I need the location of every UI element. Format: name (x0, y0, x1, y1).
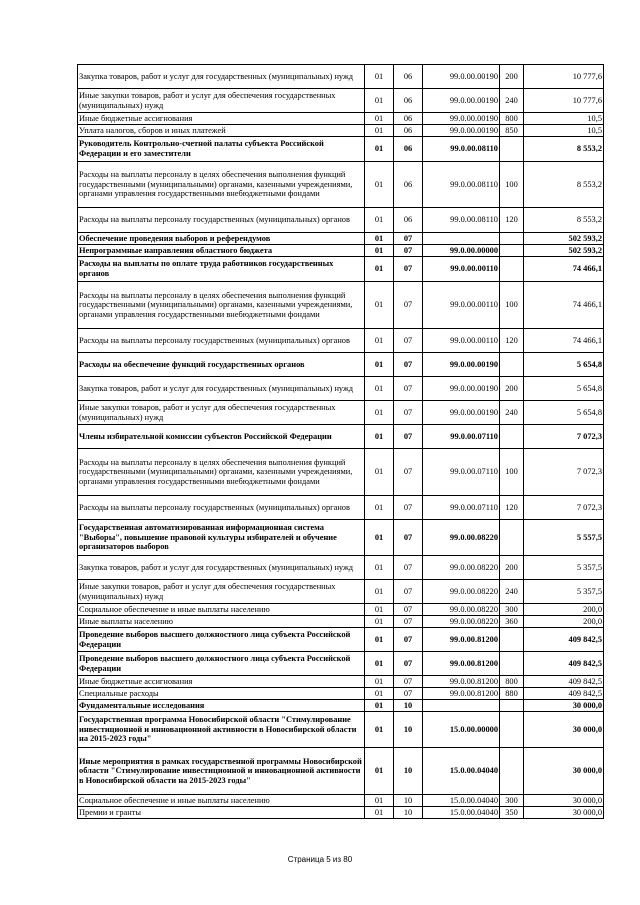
row-expense-type-cell (500, 353, 524, 377)
row-amount-cell: 74 466,1 (524, 257, 604, 282)
row-target-article-cell: 99.0.00.00190 (423, 113, 500, 125)
table-row (78, 556, 604, 580)
row-section-cell: 01 (365, 795, 394, 807)
row-target-article-cell: 99.0.00.08110 (423, 208, 500, 233)
row-name-cell: Расходы на выплаты по оплате труда работников государственных органов (78, 257, 365, 282)
row-amount-cell: 5 654,8 (524, 377, 604, 401)
row-section-cell: 01 (365, 282, 394, 329)
table-row (78, 89, 604, 113)
row-target-article-cell: 99.0.00.08110 (423, 137, 500, 162)
table-row (78, 580, 604, 604)
row-name-cell: Закупка товаров, работ и услуг для государственных (муниципальных) нужд (78, 556, 365, 580)
row-subsection-cell: 06 (394, 208, 423, 233)
row-expense-type-cell: 300 (500, 604, 524, 616)
table-row (78, 257, 604, 282)
row-expense-type-cell (500, 137, 524, 162)
row-name-cell: Фундаментальные исследования (78, 700, 365, 712)
table-row (78, 137, 604, 162)
row-amount-cell: 74 466,1 (524, 329, 604, 353)
row-amount-cell: 30 000,0 (524, 700, 604, 712)
row-amount-cell: 7 072,3 (524, 425, 604, 449)
row-amount-cell: 5 557,5 (524, 520, 604, 556)
row-section-cell: 01 (365, 65, 394, 89)
table-row (78, 688, 604, 700)
row-target-article-cell: 15.0.00.04040 (423, 748, 500, 795)
row-target-article-cell: 99.0.00.00190 (423, 353, 500, 377)
row-name-cell: Иные закупки товаров, работ и услуг для обеспечения государственных (муниципальных) нужд (78, 89, 365, 113)
row-name-cell: Члены избирательной комиссии субъектов Российской Федерации (78, 425, 365, 449)
row-expense-type-cell: 800 (500, 113, 524, 125)
row-name-cell: Государственная программа Новосибирской области "Стимулирование инвестиционной и инновационной активности в Новосибирской области на 2015-2023 годы" (78, 712, 365, 748)
row-expense-type-cell: 200 (500, 65, 524, 89)
row-target-article-cell: 99.0.00.81200 (423, 652, 500, 676)
table-row (78, 208, 604, 233)
row-section-cell: 01 (365, 496, 394, 520)
row-expense-type-cell: 360 (500, 616, 524, 628)
row-expense-type-cell (500, 425, 524, 449)
row-section-cell: 01 (365, 748, 394, 795)
row-target-article-cell: 99.0.00.81200 (423, 676, 500, 688)
row-amount-cell: 74 466,1 (524, 282, 604, 329)
table-row (78, 65, 604, 89)
row-name-cell: Расходы на выплаты персоналу в целях обеспечения выполнения функций государственными (муниципальными) органами, казенными учреждениями, органами управления государственными внебюджетными фондами (78, 162, 365, 208)
row-section-cell: 01 (365, 449, 394, 496)
row-subsection-cell: 07 (394, 377, 423, 401)
row-target-article-cell: 15.0.00.00000 (423, 712, 500, 748)
row-name-cell: Расходы на выплаты персоналу государственных (муниципальных) органов (78, 329, 365, 353)
row-expense-type-cell (500, 700, 524, 712)
row-section-cell: 01 (365, 676, 394, 688)
row-name-cell: Социальное обеспечение и иные выплаты населению (78, 604, 365, 616)
table-row (78, 712, 604, 748)
row-expense-type-cell: 800 (500, 676, 524, 688)
table-row (78, 125, 604, 137)
row-expense-type-cell: 350 (500, 807, 524, 819)
table-row (78, 795, 604, 807)
row-section-cell: 01 (365, 245, 394, 257)
row-section-cell: 01 (365, 688, 394, 700)
row-expense-type-cell (500, 520, 524, 556)
row-subsection-cell: 07 (394, 353, 423, 377)
row-subsection-cell: 07 (394, 676, 423, 688)
row-subsection-cell: 06 (394, 137, 423, 162)
row-name-cell: Специальные расходы (78, 688, 365, 700)
row-subsection-cell: 10 (394, 807, 423, 819)
table-row (78, 113, 604, 125)
row-section-cell: 01 (365, 628, 394, 652)
table-row (78, 245, 604, 257)
row-expense-type-cell (500, 712, 524, 748)
table-row (78, 162, 604, 208)
row-target-article-cell: 15.0.00.04040 (423, 795, 500, 807)
row-name-cell: Расходы на выплаты персоналу в целях обеспечения выполнения функций государственными (муниципальными) органами, казенными учреждениями, органами управления государственными внебюджетными фондами (78, 449, 365, 496)
row-expense-type-cell (500, 628, 524, 652)
table-row (78, 748, 604, 795)
row-expense-type-cell: 120 (500, 496, 524, 520)
row-section-cell: 01 (365, 233, 394, 245)
table-row (78, 676, 604, 688)
row-subsection-cell: 06 (394, 89, 423, 113)
row-name-cell: Проведение выборов высшего должностного лица субъекта Российской Федерации (78, 628, 365, 652)
row-expense-type-cell (500, 233, 524, 245)
row-amount-cell: 30 000,0 (524, 807, 604, 819)
row-target-article-cell: 99.0.00.08220 (423, 616, 500, 628)
row-subsection-cell: 10 (394, 712, 423, 748)
row-amount-cell: 409 842,5 (524, 628, 604, 652)
row-section-cell: 01 (365, 353, 394, 377)
table-row (78, 282, 604, 329)
row-target-article-cell (423, 233, 500, 245)
row-section-cell: 01 (365, 556, 394, 580)
row-section-cell: 01 (365, 208, 394, 233)
row-subsection-cell: 07 (394, 616, 423, 628)
row-expense-type-cell: 120 (500, 208, 524, 233)
table-row (78, 449, 604, 496)
row-amount-cell: 502 593,2 (524, 245, 604, 257)
table-row (78, 628, 604, 652)
row-amount-cell: 10,5 (524, 113, 604, 125)
row-amount-cell: 200,0 (524, 604, 604, 616)
row-name-cell: Государственная автоматизированная информационная система "Выборы", повышение правовой культуры избирателей и обучение организаторов выборов (78, 520, 365, 556)
page-footer: Страница 5 из 80 (287, 855, 353, 864)
row-subsection-cell: 07 (394, 233, 423, 245)
row-amount-cell: 7 072,3 (524, 449, 604, 496)
row-expense-type-cell: 240 (500, 580, 524, 604)
row-expense-type-cell (500, 748, 524, 795)
row-section-cell: 01 (365, 700, 394, 712)
row-subsection-cell: 06 (394, 125, 423, 137)
row-section-cell: 01 (365, 89, 394, 113)
row-subsection-cell: 10 (394, 795, 423, 807)
row-expense-type-cell (500, 257, 524, 282)
row-subsection-cell: 06 (394, 65, 423, 89)
row-subsection-cell: 07 (394, 282, 423, 329)
row-target-article-cell (423, 700, 500, 712)
row-subsection-cell: 07 (394, 329, 423, 353)
row-target-article-cell: 99.0.00.08220 (423, 520, 500, 556)
row-amount-cell: 5 357,5 (524, 580, 604, 604)
row-amount-cell: 30 000,0 (524, 712, 604, 748)
row-subsection-cell: 07 (394, 401, 423, 425)
row-section-cell: 01 (365, 712, 394, 748)
row-target-article-cell: 99.0.00.81200 (423, 628, 500, 652)
row-subsection-cell: 10 (394, 700, 423, 712)
row-expense-type-cell: 200 (500, 377, 524, 401)
row-target-article-cell: 99.0.00.07110 (423, 496, 500, 520)
row-subsection-cell: 07 (394, 425, 423, 449)
row-target-article-cell: 99.0.00.08220 (423, 556, 500, 580)
row-amount-cell: 5 654,8 (524, 353, 604, 377)
row-amount-cell: 30 000,0 (524, 748, 604, 795)
row-name-cell: Иные закупки товаров, работ и услуг для обеспечения государственных (муниципальных) нужд (78, 401, 365, 425)
budget-table (77, 64, 604, 819)
row-section-cell: 01 (365, 604, 394, 616)
row-name-cell: Непрограммные направления областного бюджета (78, 245, 365, 257)
table-row (78, 652, 604, 676)
table-row (78, 401, 604, 425)
row-target-article-cell: 99.0.00.08220 (423, 580, 500, 604)
row-expense-type-cell: 100 (500, 162, 524, 208)
table-row (78, 616, 604, 628)
row-subsection-cell: 07 (394, 556, 423, 580)
row-amount-cell: 409 842,5 (524, 688, 604, 700)
row-name-cell: Закупка товаров, работ и услуг для государственных (муниципальных) нужд (78, 377, 365, 401)
row-section-cell: 01 (365, 257, 394, 282)
row-subsection-cell: 06 (394, 113, 423, 125)
row-target-article-cell: 99.0.00.08220 (423, 604, 500, 616)
row-amount-cell: 10,5 (524, 125, 604, 137)
row-name-cell: Руководитель Контрольно-счетной палаты субъекта Российской Федерации и его заместители (78, 137, 365, 162)
row-amount-cell: 8 553,2 (524, 137, 604, 162)
row-section-cell: 01 (365, 377, 394, 401)
row-name-cell: Проведение выборов высшего должностного лица субъекта Российской Федерации (78, 652, 365, 676)
row-target-article-cell: 99.0.00.00190 (423, 89, 500, 113)
table-row (78, 604, 604, 616)
row-name-cell: Премии и гранты (78, 807, 365, 819)
row-expense-type-cell: 240 (500, 401, 524, 425)
row-section-cell: 01 (365, 125, 394, 137)
row-name-cell: Расходы на выплаты персоналу государственных (муниципальных) органов (78, 208, 365, 233)
row-name-cell: Расходы на выплаты персоналу государственных (муниципальных) органов (78, 496, 365, 520)
row-amount-cell: 10 777,6 (524, 89, 604, 113)
row-subsection-cell: 07 (394, 496, 423, 520)
row-subsection-cell: 07 (394, 688, 423, 700)
row-section-cell: 01 (365, 137, 394, 162)
row-expense-type-cell: 880 (500, 688, 524, 700)
row-name-cell: Иные бюджетные ассигнования (78, 676, 365, 688)
row-section-cell: 01 (365, 580, 394, 604)
row-expense-type-cell: 240 (500, 89, 524, 113)
row-section-cell: 01 (365, 652, 394, 676)
row-expense-type-cell: 200 (500, 556, 524, 580)
row-section-cell: 01 (365, 425, 394, 449)
row-name-cell: Иные закупки товаров, работ и услуг для обеспечения государственных (муниципальных) нужд (78, 580, 365, 604)
row-amount-cell: 409 842,5 (524, 652, 604, 676)
row-amount-cell: 7 072,3 (524, 496, 604, 520)
table-row (78, 377, 604, 401)
row-expense-type-cell: 100 (500, 282, 524, 329)
row-section-cell: 01 (365, 807, 394, 819)
row-name-cell: Обеспечение проведения выборов и референдумов (78, 233, 365, 245)
row-expense-type-cell: 850 (500, 125, 524, 137)
row-name-cell: Социальное обеспечение и иные выплаты населению (78, 795, 365, 807)
row-target-article-cell: 99.0.00.00190 (423, 125, 500, 137)
row-expense-type-cell (500, 245, 524, 257)
budget-table-body (78, 65, 604, 819)
row-name-cell: Иные мероприятия в рамках государственной программы Новосибирской области "Стимулирование инвестиционной и инновационной активности в Новосибирской области на 2015-2023 годы" (78, 748, 365, 795)
row-section-cell: 01 (365, 162, 394, 208)
row-subsection-cell: 07 (394, 257, 423, 282)
row-section-cell: 01 (365, 329, 394, 353)
row-section-cell: 01 (365, 401, 394, 425)
row-target-article-cell: 99.0.00.00190 (423, 65, 500, 89)
row-target-article-cell: 99.0.00.00000 (423, 245, 500, 257)
row-name-cell: Уплата налогов, сборов и иных платежей (78, 125, 365, 137)
row-target-article-cell: 99.0.00.81200 (423, 688, 500, 700)
table-row (78, 425, 604, 449)
row-section-cell: 01 (365, 113, 394, 125)
row-expense-type-cell (500, 652, 524, 676)
row-name-cell: Расходы на выплаты персоналу в целях обеспечения выполнения функций государственными (муниципальными) органами, казенными учреждениями, органами управления государственными внебюджетными фондами (78, 282, 365, 329)
row-subsection-cell: 06 (394, 162, 423, 208)
row-subsection-cell: 07 (394, 652, 423, 676)
table-row (78, 353, 604, 377)
row-amount-cell: 502 593,2 (524, 233, 604, 245)
table-row (78, 233, 604, 245)
row-name-cell: Закупка товаров, работ и услуг для государственных (муниципальных) нужд (78, 65, 365, 89)
row-amount-cell: 200,0 (524, 616, 604, 628)
row-subsection-cell: 07 (394, 628, 423, 652)
row-expense-type-cell: 100 (500, 449, 524, 496)
row-subsection-cell: 10 (394, 748, 423, 795)
row-target-article-cell: 99.0.00.00110 (423, 282, 500, 329)
row-subsection-cell: 07 (394, 520, 423, 556)
table-row (78, 496, 604, 520)
row-target-article-cell: 99.0.00.00110 (423, 329, 500, 353)
row-expense-type-cell: 300 (500, 795, 524, 807)
row-subsection-cell: 07 (394, 604, 423, 616)
row-amount-cell: 5 654,8 (524, 401, 604, 425)
table-row (78, 700, 604, 712)
table-row (78, 329, 604, 353)
row-name-cell: Иные бюджетные ассигнования (78, 113, 365, 125)
row-target-article-cell: 99.0.00.08110 (423, 162, 500, 208)
row-section-cell: 01 (365, 520, 394, 556)
table-row (78, 520, 604, 556)
table-row (78, 807, 604, 819)
row-name-cell: Иные выплаты населению (78, 616, 365, 628)
row-expense-type-cell: 120 (500, 329, 524, 353)
row-amount-cell: 8 553,2 (524, 162, 604, 208)
row-amount-cell: 8 553,2 (524, 208, 604, 233)
row-amount-cell: 5 357,5 (524, 556, 604, 580)
row-target-article-cell: 99.0.00.07110 (423, 425, 500, 449)
row-target-article-cell: 15.0.00.04040 (423, 807, 500, 819)
row-target-article-cell: 99.0.00.00190 (423, 401, 500, 425)
row-subsection-cell: 07 (394, 449, 423, 496)
row-target-article-cell: 99.0.00.00190 (423, 377, 500, 401)
row-target-article-cell: 99.0.00.00110 (423, 257, 500, 282)
row-section-cell: 01 (365, 616, 394, 628)
row-target-article-cell: 99.0.00.07110 (423, 449, 500, 496)
row-subsection-cell: 07 (394, 580, 423, 604)
row-amount-cell: 30 000,0 (524, 795, 604, 807)
row-amount-cell: 10 777,6 (524, 65, 604, 89)
row-name-cell: Расходы на обеспечение функций государственных органов (78, 353, 365, 377)
row-subsection-cell: 07 (394, 245, 423, 257)
row-amount-cell: 409 842,5 (524, 676, 604, 688)
